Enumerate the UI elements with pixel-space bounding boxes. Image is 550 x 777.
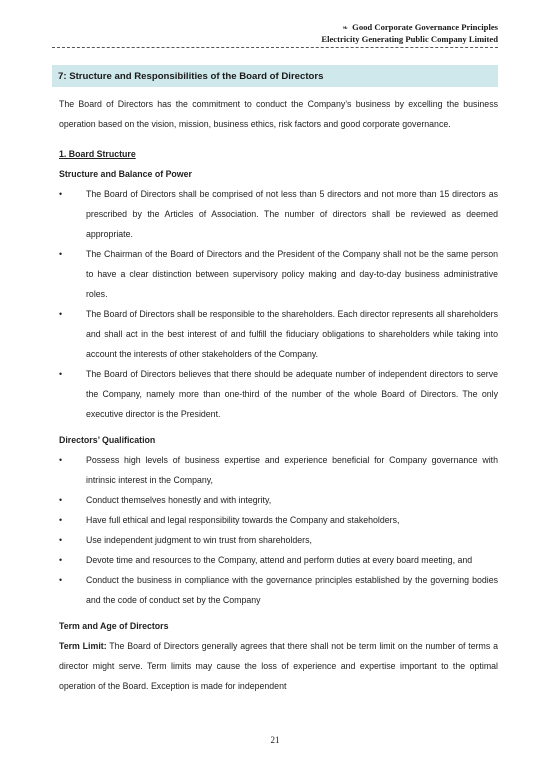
term-limit-label: Term Limit: [59,641,107,651]
page-number: 21 [270,735,280,745]
list-item: • Conduct the business in compliance with the governance principles established by the governing bodies and the code of conduct set by the Company [59,570,498,610]
qualification-heading: Directors’ Qualification [59,435,156,445]
list-item: • Use independent judgment to win trust from shareholders, [59,530,498,550]
leaf-icon: ❧ [342,24,349,32]
section-title-bar [52,65,498,87]
qualification-bullet-list [59,450,498,610]
list-item: • Have full ethical and legal responsibility towards the Company and stakeholders, [59,510,498,530]
board-structure-heading: 1. Board Structure [59,149,136,159]
header-divider [52,47,498,48]
list-item: • The Board of Directors shall be comprised of not less than 5 directors and not more than 15 directors as prescribed by the Articles of Association. The number of directors shall be reviewed as deemed appropriate. [59,184,498,244]
header-line-1: ❧ Good Corporate Governance Principles [342,22,498,32]
list-item: • Possess high levels of business expertise and experience beneficial for Company governance with intrinsic interest in the Company, [59,450,498,490]
page-header [321,22,498,45]
header-line-2: Electricity Generating Public Company Limited [321,34,498,44]
intro-paragraph: The Board of Directors has the commitment to conduct the Company’s business by excelling the business operation based on the vision, mission, business ethics, risk factors and good corporate governance. [59,99,498,129]
list-item: • The Chairman of the Board of Directors and the President of the Company shall not be the same person to have a clear distinction between supervisory policy making and day-to-day business administrative roles. [59,244,498,304]
structure-bullet-list [59,184,498,424]
list-item: • The Board of Directors shall be responsible to the shareholders. Each director represents all shareholders and shall act in the best interest of and fulfill the fiduciary obligations to shareholders while taking into account the interests of other stakeholders of the Company. [59,304,498,364]
section-title: 7: Structure and Responsibilities of the Board of Directors [58,70,324,82]
term-limit-text: The Board of Directors generally agrees that there shall not be term limit on the number of terms a director might serve. Term limits may cause the loss of experience and expertise important to the optimal operation of the Board. Exception is made for independent [59,641,498,691]
structure-balance-heading: Structure and Balance of Power [59,169,192,179]
list-item: • Devote time and resources to the Company, attend and perform duties at every board meeting, and [59,550,498,570]
term-age-heading: Term and Age of Directors [59,621,169,631]
list-item: • Conduct themselves honestly and with integrity, [59,490,498,510]
list-item: • The Board of Directors believes that there should be adequate number of independent directors to serve the Company, namely more than one-third of the number of the whole Board of Directors. The only executive director is the President. [59,364,498,424]
page-content [59,92,498,696]
term-limit-paragraph [59,636,498,696]
